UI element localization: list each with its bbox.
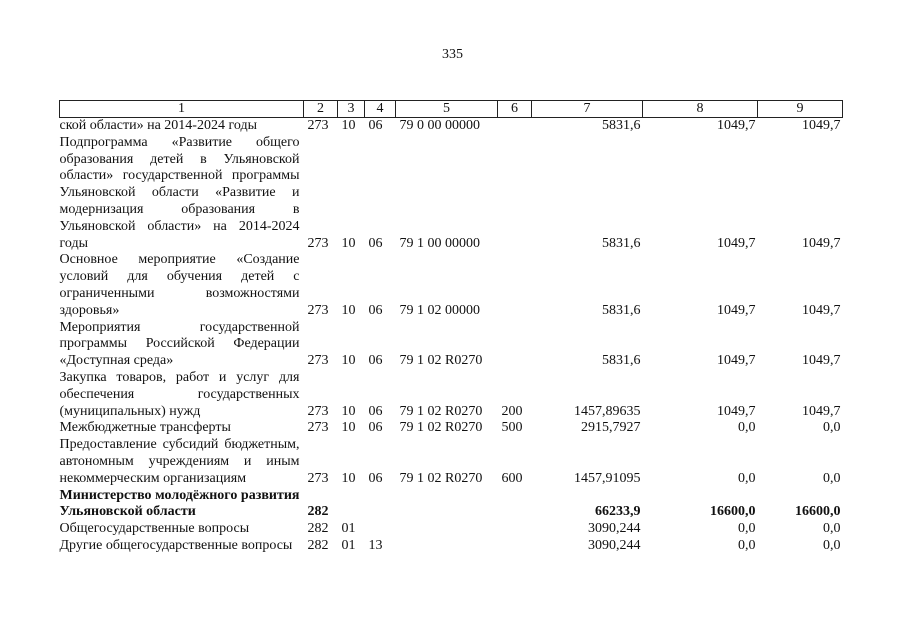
row-col-6: 500 (501, 420, 523, 436)
row-col-7: 3090,244 (588, 537, 641, 553)
column-header: 3 (338, 101, 365, 118)
row-col-7: 3090,244 (588, 521, 641, 537)
row-name: Подпрограмма «Развитие общего образования детей в Ульяновской области» государственной программы Ульяновской области «Развитие и модернизация образования в Ульяновской области» на 2014-2024 годы (59, 134, 300, 251)
row-name: ской области» на 2014-2024 годы (59, 118, 257, 133)
row-col-7: 5831,6 (602, 118, 641, 133)
row-col-5: 79 0 00 00000 (399, 118, 480, 133)
row-col-5 (396, 538, 498, 555)
row-col-7: 1457,89635 (574, 403, 641, 419)
row-col-7: 5831,6 (602, 353, 641, 369)
budget-table-container (59, 100, 842, 555)
table-row (60, 118, 843, 135)
row-col-8: 1049,7 (717, 235, 756, 251)
row-name: Межбюджетные трансферты (59, 420, 231, 436)
column-header: 7 (532, 101, 643, 118)
table-row (60, 252, 843, 319)
column-header: 1 (60, 101, 304, 118)
table-row (60, 521, 843, 538)
row-col-4: 06 (368, 353, 383, 369)
row-col-6: 600 (501, 470, 523, 486)
row-name: Другие общегосударственные вопросы (59, 537, 293, 553)
row-name: Мероприятия государственной программы Российской Федерации «Доступная среда» (59, 319, 300, 369)
row-col-8: 0,0 (738, 420, 756, 436)
row-col-6 (498, 538, 532, 555)
row-col-6 (498, 118, 532, 135)
row-col-3: 01 (341, 521, 356, 537)
row-col-3: 10 (341, 302, 356, 318)
table-row (60, 420, 843, 437)
row-col-3: 10 (341, 420, 356, 436)
table-row (60, 370, 843, 420)
row-col-9: 1049,7 (802, 353, 841, 369)
row-col-9: 0,0 (823, 521, 841, 537)
row-col-7: 2915,7927 (581, 420, 641, 436)
row-col-9: 1049,7 (802, 118, 841, 133)
row-col-4: 06 (368, 302, 383, 318)
row-col-6 (498, 521, 532, 538)
row-col-4: 06 (368, 118, 383, 133)
row-col-2: 273 (307, 420, 329, 436)
row-col-6 (498, 135, 532, 253)
row-col-3: 10 (341, 403, 356, 419)
row-col-9: 0,0 (823, 470, 841, 486)
row-col-8: 1049,7 (717, 302, 756, 318)
row-col-4: 06 (368, 470, 383, 486)
row-col-3: 01 (341, 537, 356, 553)
row-col-6 (498, 488, 532, 522)
table-row (60, 437, 843, 487)
column-header: 4 (365, 101, 396, 118)
row-col-5 (396, 488, 498, 522)
row-col-8: 0,0 (738, 521, 756, 537)
row-col-7: 1457,91095 (574, 470, 641, 486)
row-col-2: 273 (307, 353, 329, 369)
row-col-5: 79 1 02 R0270 (399, 353, 483, 369)
row-name: Основное мероприятие «Создание условий для обучения детей с ограниченными возможностями здоровья» (59, 252, 300, 318)
row-col-3: 10 (341, 118, 356, 133)
row-name: Общегосударственные вопросы (59, 521, 250, 537)
row-col-2: 282 (307, 521, 329, 537)
row-col-6 (498, 320, 532, 370)
row-col-6: 200 (501, 403, 523, 419)
row-col-3: 10 (341, 353, 356, 369)
table-row (60, 488, 843, 522)
row-col-7: 5831,6 (602, 235, 641, 251)
row-col-2: 273 (307, 403, 329, 419)
table-body (60, 118, 843, 555)
row-col-3: 10 (341, 235, 356, 251)
row-col-7: 66233,9 (595, 504, 641, 520)
row-col-4: 06 (368, 235, 383, 251)
row-col-4: 13 (368, 537, 383, 553)
row-col-2: 273 (307, 302, 329, 318)
row-col-2: 273 (307, 118, 329, 133)
row-col-2: 273 (307, 235, 329, 251)
row-col-4 (365, 488, 396, 522)
column-header: 2 (304, 101, 338, 118)
row-col-4: 06 (368, 420, 383, 436)
row-col-5: 79 1 02 R0270 (399, 420, 483, 436)
table-row (60, 320, 843, 370)
row-col-8: 1049,7 (717, 353, 756, 369)
column-header: 9 (758, 101, 843, 118)
row-col-8: 16600,0 (710, 504, 756, 520)
table-row (60, 135, 843, 253)
page-number: 335 (442, 47, 463, 62)
row-col-6 (498, 252, 532, 319)
row-col-9: 1049,7 (802, 302, 841, 318)
row-col-9: 1049,7 (802, 235, 841, 251)
row-col-2: 282 (307, 537, 329, 553)
row-col-5 (396, 521, 498, 538)
row-col-8: 0,0 (738, 537, 756, 553)
column-header: 8 (643, 101, 758, 118)
row-col-5: 79 1 02 R0270 (399, 403, 483, 419)
row-col-5: 79 1 00 00000 (399, 235, 480, 251)
row-col-8: 1049,7 (717, 118, 756, 133)
column-header: 6 (498, 101, 532, 118)
row-name: Предоставление субсидий бюджетным, автономным учреждениям и иным некоммерческим организациям (59, 437, 300, 486)
row-col-2: 273 (307, 470, 329, 486)
row-col-2: 282 (307, 504, 329, 520)
table-header-row (60, 101, 843, 118)
row-col-9: 0,0 (823, 420, 841, 436)
budget-table (59, 100, 843, 555)
table-row (60, 538, 843, 555)
row-col-9: 1049,7 (802, 403, 841, 419)
row-col-7: 5831,6 (602, 302, 641, 318)
row-col-4: 06 (368, 403, 383, 419)
row-col-8: 1049,7 (717, 403, 756, 419)
row-col-3 (338, 488, 365, 522)
row-col-8: 0,0 (738, 470, 756, 486)
row-col-9: 0,0 (823, 537, 841, 553)
row-col-9: 16600,0 (795, 504, 841, 520)
row-col-3: 10 (341, 470, 356, 486)
row-col-4 (365, 521, 396, 538)
row-col-5: 79 1 02 R0270 (399, 470, 483, 486)
row-name: Закупка товаров, работ и услуг для обеспечения государственных (муниципальных) нужд (59, 369, 300, 419)
row-col-5: 79 1 02 00000 (399, 302, 480, 318)
column-header: 5 (396, 101, 498, 118)
row-name: Министерство молодёжного развития Ульяновской области (59, 487, 300, 520)
